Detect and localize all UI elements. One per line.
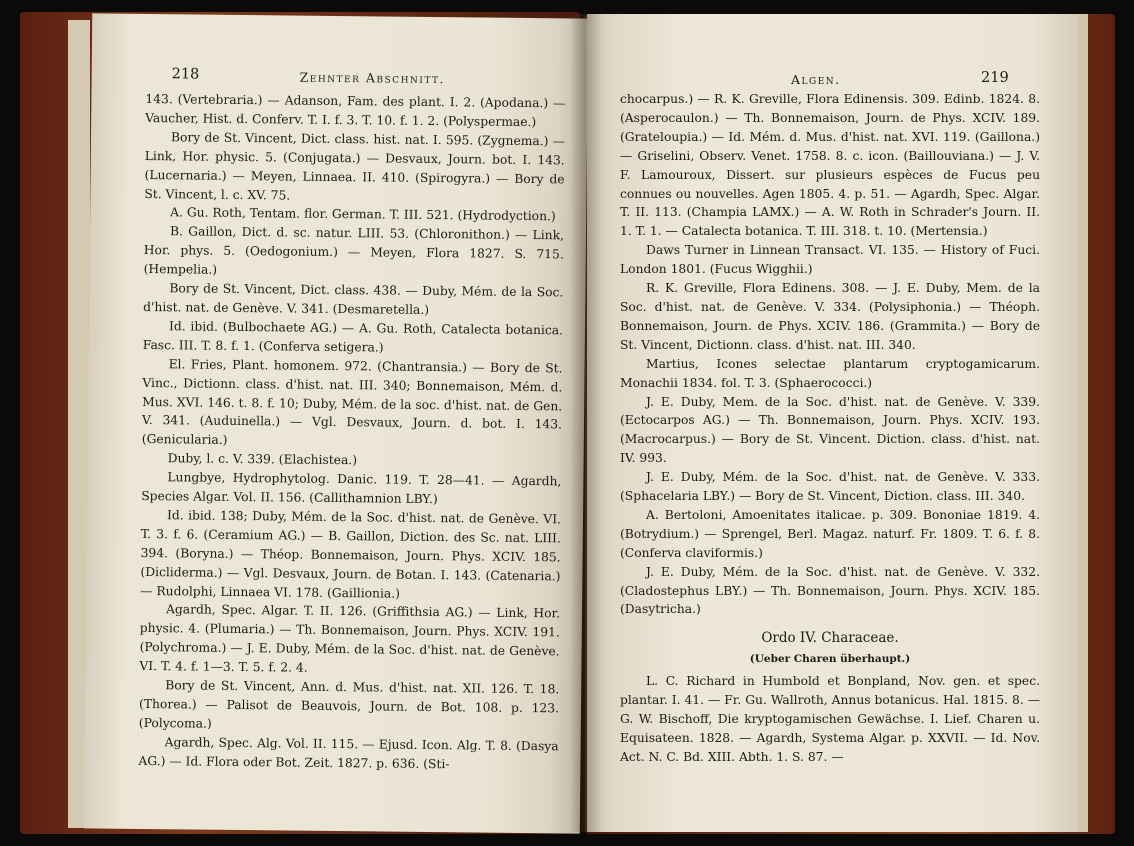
paragraph: L. C. Richard in Humbold et Bonpland, Nov. gen. et spec. plantar. I. 41. — Fr. Gu. Wallroth, Annus botanicus. Hal. 1815. 8. — G. W. Bischoff, Die kryptogamischen Gewächse. I. Lief. Charen u. Equisateen. 1828. — Agardh, Systema Algar. p. XXVII. — Id. Nov. Act. N. C. Bd. XIII. Abth. 1. S. 87. —: [620, 674, 1040, 764]
paragraph: Bory de St. Vincent, Dict. class. 438. — Duby, Mém. de la Soc. d'hist. nat. de Genève. V. 341. (Desmaretella.): [143, 281, 564, 317]
paragraph: J. E. Duby, Mem. de la Soc. d'hist. nat. de Genève. V. 339. (Ectocarpos AG.) — Th. Bonnemaison, Journ. Phys. XCIV. 193. (Macrocarpus.) — Bory de St. Vincent. Diction. class. d'hist. nat. IV. 993.: [620, 394, 1040, 466]
paragraph: El. Fries, Plant. homonem. 972. (Chantransia.) — Bory de St. Vinc., Dictionn. class. d'hist. nat. III. 340; Bonnemaison, Mém. d. Mus. XVI. 146. t. 8. f. 10; Duby, Mém. de la soc. d'hist. nat. de Gen. V. 341. (Auduinella.) — Vgl. Desvaux, Journ. d. bot. I. 143. (Genicularia.): [141, 356, 563, 448]
paragraph: Id. ibid. 138; Duby, Mém. de la Soc. d'hist. nat. de Genève. VI. T. 3. f. 6. (Ceramium AG.) — B. Gaillon, Diction. des Sc. nat. LIII. 394. (Boryna.) — Théop. Bonnemaison, Journ. Phys. XCIV. 185. (Dicliderma.) — Vgl. Desvaux, Journ. de Botan. I. 143. (Catenaria.) — Rudolphi, Linnaea VI. 178. (Gaillionia.): [140, 508, 562, 601]
right-page: [587, 14, 1079, 832]
left-page-text: [138, 90, 565, 775]
paragraph: A. Gu. Roth, Tentam. flor. German. T. III. 521. (Hydrodyction.): [170, 205, 556, 224]
paragraph: A. Bertoloni, Amoenitates italicae. p. 309. Bononiae 1819. 4. (Botrydium.) — Sprengel, Berl. Magaz. naturf. Fr. 1809. T. 6. f. 8. (Conferva claviformis.): [620, 507, 1040, 560]
paragraph: J. E. Duby, Mém. de la Soc. d'hist. nat. de Genève. V. 332. (Cladostephus LBY.) — Th. Bonnemaison, Journ. Phys. XCIV. 185. (Dasytricha.): [620, 564, 1040, 617]
paragraph: J. E. Duby, Mém. de la Soc. d'hist. nat. de Genève. V. 333. (Sphacelaria LBY.) — Bory de St. Vincent, Diction. class. III. 340.: [620, 470, 1040, 504]
page-number: 219: [981, 70, 1009, 86]
section-heading: Ordo IV. Characeae.: [761, 630, 899, 647]
running-head: Zehnter Abschnitt.: [299, 69, 446, 87]
left-page: [84, 13, 589, 833]
section-subheading: (Ueber Charen überhaupt.): [749, 653, 911, 666]
paragraph: Bory de St. Vincent, Ann. d. Mus. d'hist. nat. XII. 126. T. 18. (Thorea.) — Palisot de Beauvois, Journ. de Bot. 108. p. 123. (Polycoma.): [138, 678, 560, 731]
paragraph: chocarpus.) — R. K. Greville, Flora Edinensis. 309. Edinb. 1824. 8. (Asperocaulon.) — Th. Bonnemaison, Journ. de Phys. XCIV. 189. (Grateloupia.) — Id. Mém. d. Mus. d'hist. nat. XVI. 119. (Gaillona.) — Griselini, Observ. Venet. 1758. 8. c. icon. (Baillouviana.) — J. V. F. Lamouroux, Dissert. sur plusieurs espèces de Fucus peu connues ou nouvelles. Agen 1805. 4. p. 51. — Agardh, Spec. Algar. T. II. 113. (Champia LAMX.) — A. W. Roth in Schrader's Journ. II. 1. T. 1. — Catalecta botanica. T. III. 318. t. 10. (Mertensia.): [620, 92, 1040, 239]
paragraph: Agardh, Spec. Algar. T. II. 126. (Griffithsia AG.) — Link, Hor. physic. 4. (Plumaria.) — Th. Bonnemaison, Journ. Phys. XCIV. 191. (Polychroma.) — J. E. Duby, Mém. de la Soc. d'hist. nat. de Genève. VI. T. 4. f. 1—3. T. 5. f. 2. 4.: [139, 602, 561, 675]
paragraph: Bory de St. Vincent, Dict. class. hist. nat. I. 595. (Zygnema.) — Link, Hor. physic. 5. (Conjugata.) — Desvaux, Journ. bot. I. 143. (Lucernaria.) — Meyen, Linnaea. II. 410. (Spirogyra.) — Bory de St. Vincent, l. c. XV. 75.: [144, 130, 566, 203]
paragraph: Duby, l. c. V. 339. (Elachistea.): [167, 451, 358, 468]
paragraph: B. Gaillon, Dict. d. sc. natur. LIII. 53. (Chloronithon.) — Link, Hor. phys. 5. (Oedogonium.) — Meyen, Flora 1827. S. 715. (Hempelia.): [143, 224, 565, 277]
paragraph: Agardh, Spec. Alg. Vol. II. 115. — Ejusd. Icon. Alg. T. 8. (Dasya AG.) — Id. Flora oder Bot. Zeit. 1827. p. 636. (Sti-: [138, 735, 559, 771]
paragraph: Lungbye, Hydrophytolog. Danic. 119. T. 28—41. — Agardh, Species Algar. Vol. II. 156. (Callithamnion LBY.): [141, 470, 562, 507]
page-edges-right: [1078, 14, 1088, 832]
paragraph: Id. ibid. (Bulbochaete AG.) — A. Gu. Roth, Catalecta botanica. Fasc. III. T. 8. f. 1. (Conferva setigera.): [142, 319, 564, 355]
running-head: Algen.: [791, 72, 841, 87]
page-number: 218: [171, 66, 200, 83]
paragraph: Martius, Icones selectae plantarum cryptogamicarum. Monachii 1834. fol. T. 3. (Sphaerococci.): [620, 356, 1040, 390]
paragraph: 143. (Vertebraria.) — Adanson, Fam. des plant. I. 2. (Apodana.) — Vaucher, Hist. d. Conferv. T. I. f. 3. T. 10. f. 1. 2. (Polyspermae.): [145, 91, 566, 129]
right-page-text: [620, 90, 1040, 767]
paragraph: Daws Turner in Linnean Transact. VI. 135. — History of Fuci. London 1801. (Fucus Wigghii.): [620, 243, 1040, 277]
book-gutter: [570, 14, 602, 832]
paragraph: R. K. Greville, Flora Edinens. 308. — J. E. Duby, Mem. de la Soc. d'hist. nat. de Genève. V. 334. (Polysiphonia.) — Théoph. Bonnemaison, Journ. de Phys. XCIV. 186. (Grammita.) — Bory de St. Vincent, Dictionn. class. d'hist. nat. III. 340.: [620, 281, 1040, 352]
